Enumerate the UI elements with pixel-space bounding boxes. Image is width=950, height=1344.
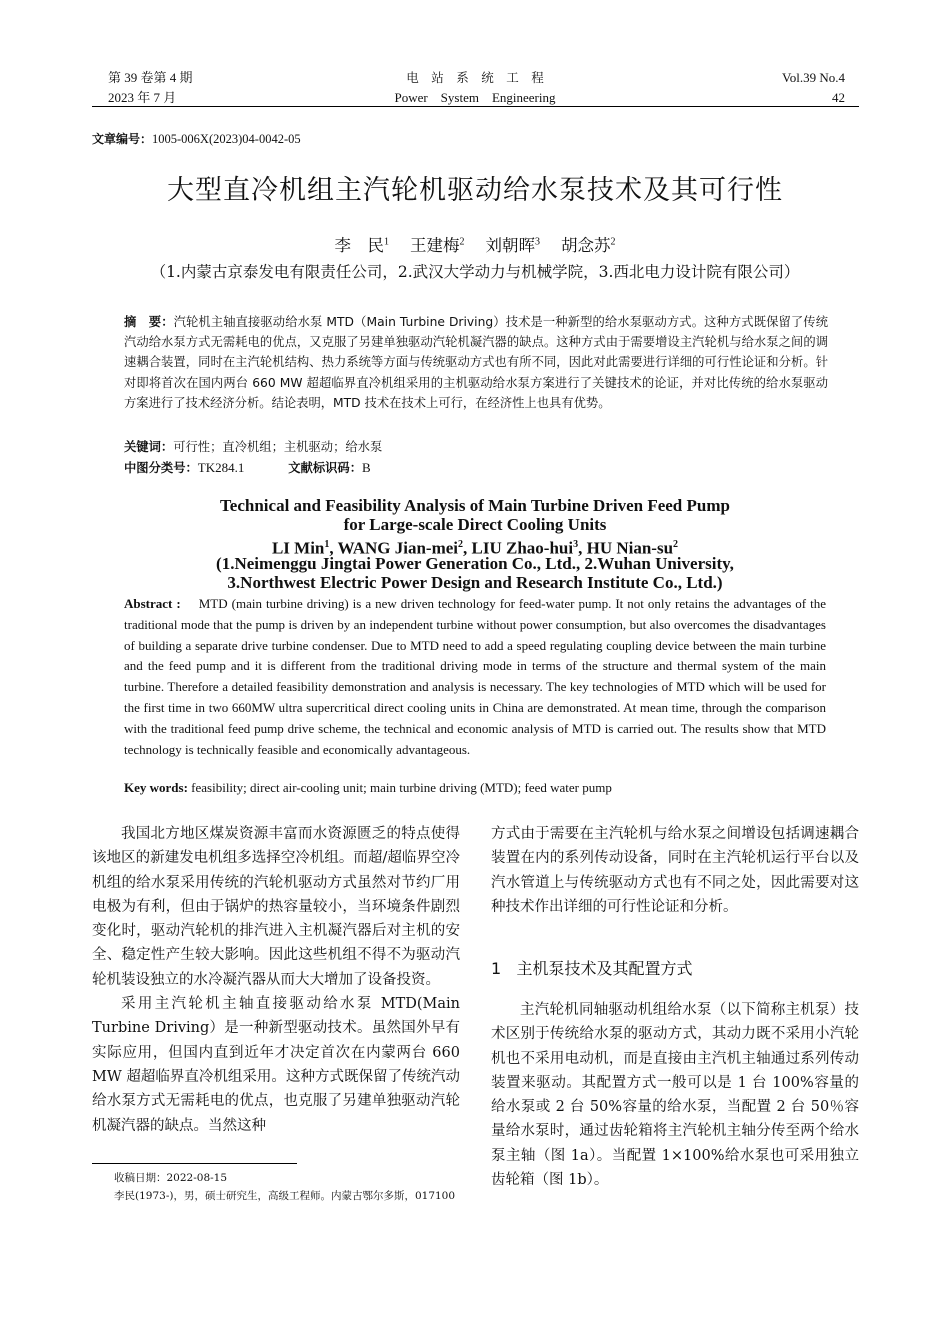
affiliation-cn: （1.内蒙古京泰发电有限责任公司，2.武汉大学动力与机械学院，3.西北电力设计院有限公司） (150, 263, 800, 281)
author-sup: 1 (384, 236, 390, 248)
article-number (92, 130, 301, 147)
journal-header-left (108, 68, 193, 108)
journal-name-en: Power System Engineering (394, 90, 556, 105)
paper-title-en-line1: Technical and Feasibility Analysis of Main Turbine Driven Feed Pump (220, 496, 730, 515)
article-number-label: 文章编号： (92, 132, 153, 146)
author-en: WANG Jian-mei (337, 538, 459, 558)
paper-title-cn: 大型直冷机组主汽轮机驱动给水泵技术及其可行性 (167, 175, 783, 206)
abstract-en (124, 594, 826, 760)
body-paragraph: 方式由于需要在主汽轮机与给水泵之间增设包括调速耦合装置在内的系列传动设备，同时在主汽轮机运行平台以及汽水管道上与传统驱动方式也有不同之处，因此需要对这种技术作出详细的可行性论证和分析。 (491, 826, 859, 915)
abstract-cn (124, 312, 828, 413)
author-sup: 1 (324, 539, 330, 550)
author-sup: 3 (534, 236, 540, 248)
doc-code-label: 文献标识码： (288, 461, 363, 475)
clc-value: TK284.1 (197, 460, 245, 475)
author-cn: 胡念苏 (560, 236, 611, 255)
author-sup: 2 (458, 539, 464, 550)
affiliation-en-line1: (1.Neimenggu Jingtai Power Generation Co., Ltd., 2.Wuhan University, (216, 554, 734, 573)
section-number: 1 (491, 959, 502, 978)
body-paragraph: 采用主汽轮机主轴直接驱动给水泵 MTD(Main Turbine Driving）是一种新型驱动技术。虽然国外早有实际应用，但国内直到近年才决定首次在内蒙两台 660 MW 超超临界直冷机组采用。这种方式既保留了传统汽动给水泵方式无需耗电的优点，也克服了另建单独驱动汽轮机凝汽器的缺点。当然这种 (92, 996, 460, 1134)
body-right-column-2 (491, 998, 859, 1192)
author-cn: 刘朝晖 (485, 236, 535, 255)
keywords-en-text: feasibility; direct air-cooling unit; main turbine driving (MTD); feed water pump (191, 780, 612, 795)
journal-header-right (700, 68, 845, 108)
journal-header-center (380, 68, 570, 108)
body-paragraph: 我国北方地区煤炭资源丰富而水资源匮乏的特点使得该地区的新建发电机组多选择空冷机组。而超/超临界空冷机组的给水泵采用传统的汽轮机驱动方式虽然对节约厂用电极为有利，但由于锅炉的热容量较小，当环境条件剧烈变化时，驱动汽轮机的排汽进入主机凝汽器后对主机的安全、稳定性产生较大影响。因此这些机组不得不为驱动汽轮机装设独立的水冷凝汽器从而大大增加了设备投资。 (92, 826, 460, 988)
article-number-value: 1005-006X(2023)04-0042-05 (152, 132, 301, 146)
body-paragraph: 主汽轮机同轴驱动机组给水泵（以下简称主机泵）技术区别于传统给水泵的驱动方式，其动力既不采用小汽轮机也不采用电动机，而是直接由主汽机主轴通过系列传动装置来驱动。其配置方式一般可以是 1 台 100%容量的给水泵或 2 台 50%容量的给水泵，当配置 2 台 50％容量给水泵时，通过齿轮箱将主汽轮机主轴分传至两个给水泵主轴（图 1a）。当配置 1×100%给水泵也可采用独立齿轮箱（图 1b）。 (491, 1002, 859, 1189)
author-sup: 2 (459, 236, 465, 248)
authors-cn (0, 232, 950, 256)
doc-code-value: B (362, 460, 371, 475)
author-en: LI Min (271, 538, 325, 558)
keywords-cn-text: 可行性；直冷机组；主机驱动；给水泵 (173, 440, 383, 454)
received-date: 收稿日期：2022-08-15 (114, 1172, 228, 1184)
section-heading (491, 956, 692, 979)
volume-issue: 第 39 卷第 4 期 (108, 70, 193, 85)
paper-title-en-line2: for Large-scale Direct Cooling Units (343, 515, 607, 534)
author-en: LIU Zhao-hui (471, 538, 574, 558)
author-sup: 2 (610, 236, 616, 248)
author-sup: 2 (673, 539, 679, 550)
keywords-en-label: Key words: (124, 780, 188, 795)
page-number: 42 (832, 90, 845, 105)
abstract-cn-text: 汽轮机主轴直接驱动给水泵 MTD（Main Turbine Driving）技术是一种新型的给水泵驱动方式。这种方式既保留了传统汽动给水泵方式无需耗电的优点，又克服了另建单独驱动汽轮机凝汽器的缺点。这种方式由于需要增设主汽轮机与给水泵之间的调速耦合装置，同时在主汽轮机结构、热力系统等方面与传统驱动方式也有所不同，因此对此需要进行详细的可行性论证和分析。针对即将首次在国内两台 660 MW 超超临界直冷机组采用的主机驱动给水泵方案进行了关键技术的论证，并对比传统的给水泵驱动方案进行了技术经济分析。结论表明，MTD 技术在技术上可行，在经济性上也具有优势。 (124, 315, 828, 410)
author-en: HU Nian-su (586, 538, 674, 558)
keywords-en (124, 780, 612, 796)
classification-cn (124, 458, 371, 476)
authors-en: LI Min$^1$, WANG Jian-mei$^2$, LIU Zhao-hui$^3$, HU Nian-$su^2$ (271, 538, 679, 558)
body-left-column (92, 822, 460, 1138)
section-title: 主机泵技术及其配置方式 (516, 959, 693, 978)
keywords-cn (124, 437, 382, 455)
author-sup: 3 (573, 539, 579, 550)
affiliation-en-line2: 3.Northwest Electric Power Design and Research Institute Co., Ltd.) (227, 573, 723, 592)
author-cn: 李 民 (334, 236, 385, 255)
keywords-cn-label: 关键词： (124, 440, 174, 454)
abstract-cn-label: 摘 要： (124, 315, 174, 329)
author-bio: 李民(1973-)，男，硕士研究生，高级工程师。内蒙古鄂尔多斯，017100 (114, 1190, 456, 1202)
journal-name-cn: 电 站 系 统 工 程 (406, 70, 544, 85)
footnote-rule (92, 1163, 297, 1164)
clc-label: 中图分类号： (124, 461, 198, 475)
publication-date: 2023 年 7 月 (108, 90, 177, 105)
body-right-column (491, 822, 859, 919)
abstract-en-label: Abstract : (124, 596, 181, 611)
abstract-en-text: MTD (main turbine driving) is a new driven technology for feed-water pump. It not only retains the advantages of the traditional mode that the pump is driven by an independent turbine without power consumption, but also overcomes the disadvantages of building a separate drive turbine condenser. Due to MTD need to add a speed regulating coupling device between the main turbine and the feed pump and it is different from the traditional driving mode in terms of the structure and thermal system of the main turbine. Therefore a detailed feasibility demonstration and analysis is necessary. The key technologies of MTD which will be used for the first time in two 660MW ultra supercritical direct cooling units in China are demonstrated. At mean time, through the comparison with the traditional feed pump drive scheme, the technical and economic analysis of MTD is carried out. The results show that MTD technology is technically feasible and economically advantageous. (124, 596, 826, 757)
volume-en: Vol.39 No.4 (782, 70, 845, 85)
author-cn: 王建梅 (410, 236, 460, 255)
header-rule (92, 106, 859, 107)
